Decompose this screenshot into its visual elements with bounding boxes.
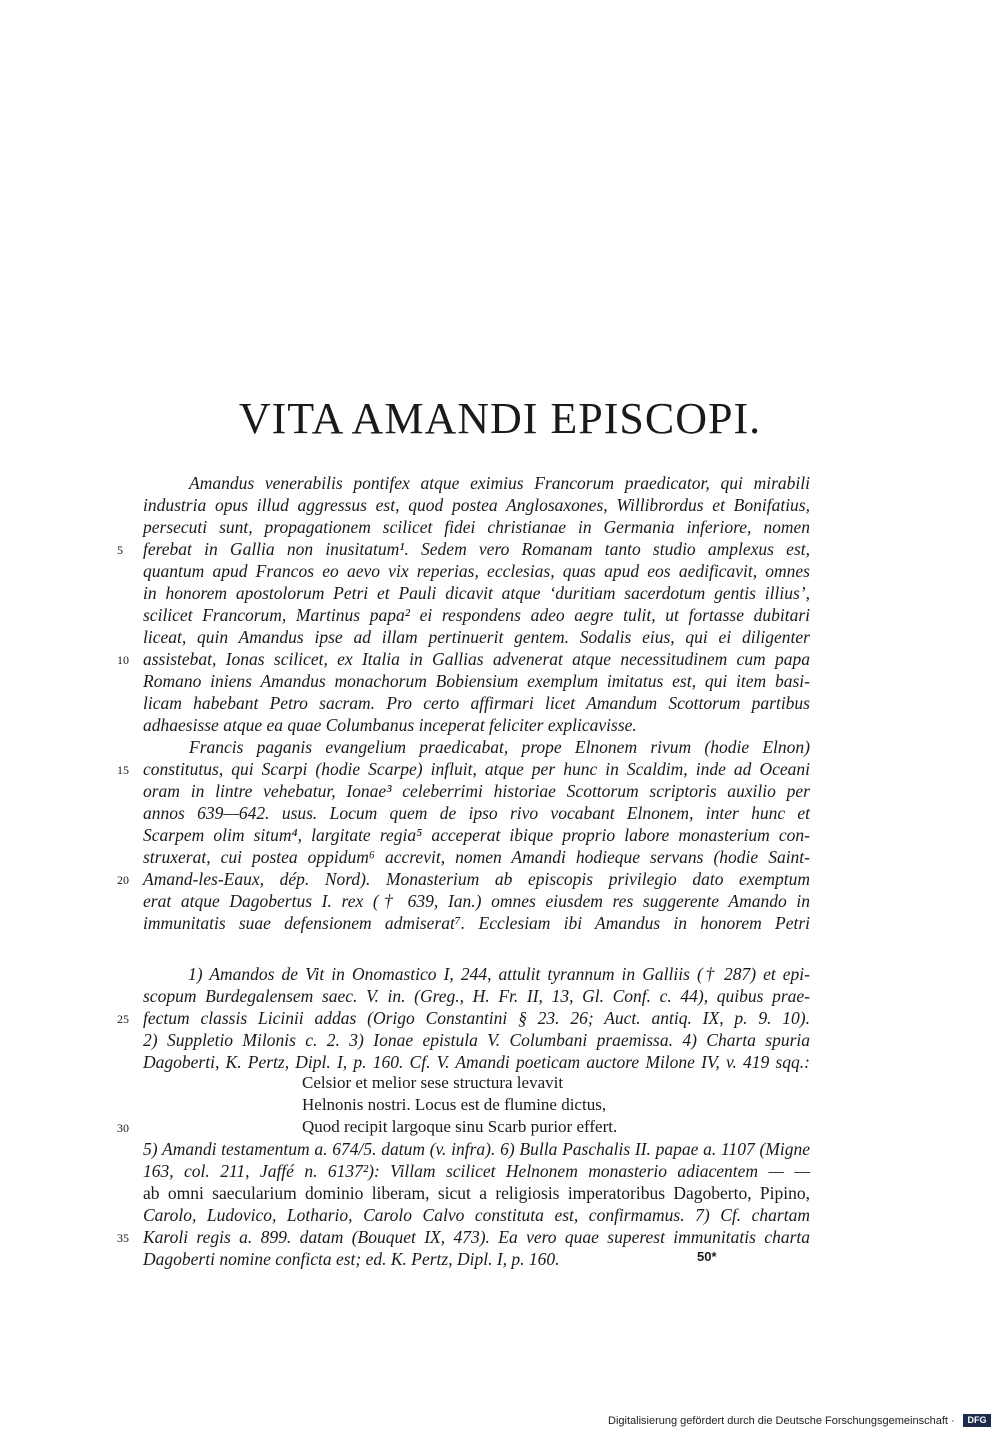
footnote-line: Dagoberti, K. Pertz, Dipl. I, p. 160. Cf. V. Amandi poeticam auctore Milone IV, v. 419 sqq.:	[143, 1052, 810, 1072]
body-line: immunitatis suae defensionem admiserat⁷. Ecclesiam ibi Amandus in honorem Petri	[143, 913, 810, 933]
poem-line: Quod recipit largoque sinu Scarb purior effert.	[302, 1117, 618, 1136]
body-line: quantum apud Francos eo aevo vix reperias, ecclesias, quas apud eos aedificavit, omnes	[143, 561, 810, 581]
poem-line: Celsior et melior sese structura levavit	[302, 1073, 564, 1092]
body-line: industria opus illud aggressus est, quod postea Anglosaxones, Willibrordus et Bonifatius,	[143, 495, 810, 515]
digitization-credit: Digitalisierung gefördert durch die Deutsche Forschungsgemeinschaft ·	[608, 1415, 955, 1427]
body-line: Francis paganis evangelium praedicabat, prope Elnonem rivum (hodie Elnon)	[189, 737, 810, 757]
poem-line: Helnonis nostri. Locus est de flumine dictus,	[302, 1095, 607, 1114]
footnote-line: fectum classis Licinii addas (Origo Constantini § 23. 26; Auct. antiq. IX, p. 9. 10).	[143, 1008, 810, 1028]
body-line: constitutus, qui Scarpi (hodie Scarpe) influit, atque per hunc in Scaldim, inde ad Oceani	[143, 759, 810, 779]
body-line: annos 639—642. usus. Locum quem de ipso rivo vocabant Elnonem, inter hunc et	[143, 803, 810, 823]
dfg-logo: DFG	[963, 1414, 991, 1427]
footnote-line: Carolo, Ludovico, Lothario, Carolo Calvo constituta est, confirmamus. 7) Cf. chartam	[143, 1205, 810, 1225]
footnote-line: Dagoberti nomine conficta est; ed. K. Pertz, Dipl. I, p. 160.	[143, 1249, 560, 1269]
page-title: VITA AMANDI EPISCOPI.	[238, 394, 762, 443]
body-line: assistebat, Ionas scilicet, ex Italia in Gallias advenerat atque necessitudinem cum papa	[143, 649, 810, 669]
footnote-line: 2) Suppletio Milonis c. 2. 3) Ionae epistula V. Columbani praemissa. 4) Charta spuria	[143, 1030, 810, 1050]
line-number: 20	[117, 873, 129, 887]
body-line: in honorem apostolorum Petri et Pauli dicavit atque ‘duritiam sacerdotum gentis illius’,	[143, 583, 810, 603]
body-line: Amandus venerabilis pontifex atque eximius Francorum praedicator, qui mirabili	[189, 473, 810, 493]
body-line: persecuti sunt, propagationem scilicet fidei christianae in Germania inferiore, nomen	[143, 517, 810, 537]
body-line: adhaesisse atque ea quae Columbanus inceperat feliciter explicavisse.	[143, 715, 637, 735]
body-line: Scarpem olim situm⁴, largitate regia⁵ acceperat ibique proprio labore monasterium con-	[143, 825, 810, 845]
footnote-line: ab omni saecularium dominio liberam, sicut a religiosis imperatoribus Dagoberto, Pipino,	[143, 1183, 810, 1203]
footnote-line: 1) Amandos de Vit in Onomastico I, 244, attulit tyrannum in Galliis († 287) et epi-	[188, 964, 810, 984]
line-number: 10	[117, 653, 129, 667]
page-number: 50*	[697, 1249, 717, 1264]
footnote-line: scopum Burdegalensem saec. V. in. (Greg., H. Fr. II, 13, Gl. Conf. c. 44), quibus prae-	[143, 986, 810, 1006]
line-number: 25	[117, 1012, 129, 1026]
body-line: struxerat, cui postea oppidum⁶ accrevit, nomen Amandi hodieque servans (hodie Saint-	[143, 847, 810, 867]
footnote-line: Karoli regis a. 899. datam (Bouquet IX, 473). Ea vero quae superest immunitatis charta	[143, 1227, 810, 1247]
footnote-line: 163, col. 211, Jaffé n. 6137²): Villam scilicet Helnonem monasterio adiacentem — —	[143, 1161, 810, 1181]
body-line: erat atque Dagobertus I. rex († 639, Ian.) omnes eiusdem res suggerente Amando in	[143, 891, 810, 911]
line-number: 15	[117, 763, 129, 777]
body-line: liceat, quin Amandus ipse ad illam pertinuerit gentem. Sodalis eius, qui ei diligenter	[143, 627, 810, 647]
body-line: licam habebant Petro sacram. Pro certo affirmari licet Amandum Scottorum partibus	[143, 693, 810, 713]
body-line: scilicet Francorum, Martinus papa² ei respondens adeo aegre tulit, ut fortasse dubitari	[143, 605, 810, 625]
body-line: ferebat in Gallia non inusitatum¹. Sedem vero Romanam tanto studio amplexus est,	[143, 539, 810, 559]
footnote-line: 5) Amandi testamentum a. 674/5. datum (v. infra). 6) Bulla Paschalis II. papae a. 1107 (Migne	[143, 1139, 810, 1159]
body-line: Amand-les-Eaux, dép. Nord). Monasterium ab episcopis privilegio dato exemptum	[143, 869, 810, 889]
body-line: oram in lintre vehebatur, Ionae³ celeberrimi historiae Scottorum scriptoris auxilio per	[143, 781, 810, 801]
line-number: 35	[117, 1231, 129, 1245]
body-line: Romano iniens Amandus monachorum Bobiensium exemplum imitatus est, qui item basi-	[143, 671, 810, 691]
line-number: 30	[117, 1121, 129, 1135]
line-number: 5	[117, 543, 123, 557]
